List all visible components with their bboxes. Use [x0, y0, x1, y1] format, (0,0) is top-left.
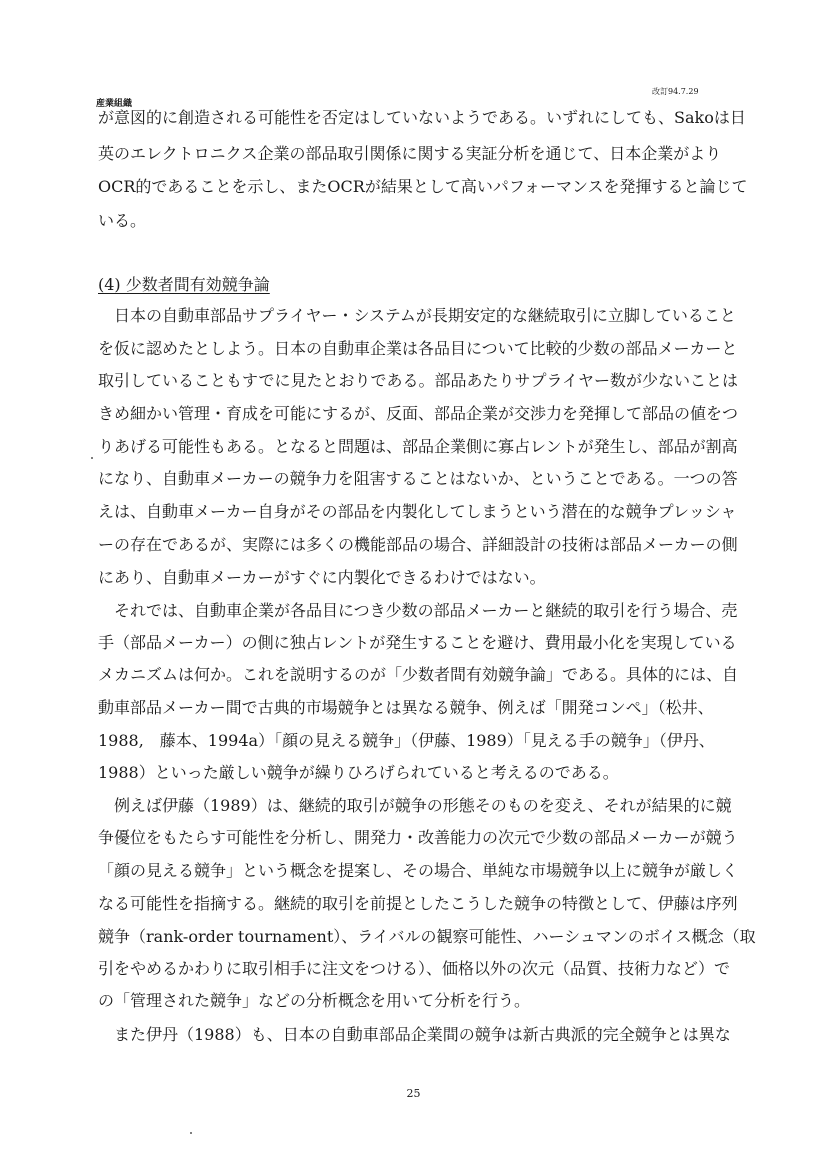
body-line: りあげる可能性もある。となると問題は、部品企業側に寡占レントが発生し、部品が割高 — [98, 437, 738, 456]
body-line: の「管理された競争」などの分析概念を用いて分析を行う。 — [98, 991, 531, 1010]
intro-line: 英のエレクトロニクス企業の部品取引関係に関する実証分析を通じて、日本企業がより — [98, 144, 722, 163]
body-line: なる可能性を指摘する。継続的取引を前提としたこうした競争の特徴として、伊藤は序列 — [98, 894, 738, 913]
body-line: 1988）といった厳しい競争が繰りひろげられていると考えるのである。 — [98, 763, 619, 782]
body-line: それでは、自動車企業が各品目につき少数の部品メーカーと継続的取引を行う場合、売 — [98, 601, 738, 620]
page-number: 25 — [406, 1087, 421, 1100]
section-label: 産業組織 — [96, 99, 133, 109]
body-line: ーの存在であるが、実際には多くの機能部品の場合、詳細設計の技術は部品メーカーの側 — [98, 535, 738, 554]
body-line: 「顔の見える競争」という概念を提案し、その場合、単純な市場競争以上に競争が厳しく — [98, 861, 739, 880]
body-line: になり、自動車メーカーの競争力を阻害することはないか、ということである。一つの答 — [98, 469, 738, 488]
body-line: 手（部品メーカー）の側に独占レントが発生することを避け、費用最小化を実現している — [98, 633, 737, 652]
revision-date: 改訂94.7.29 — [652, 87, 699, 96]
body-line: を仮に認めたとしよう。日本の自動車企業は各品目について比較的少数の部品メーカーと — [98, 339, 738, 358]
intro-line: いる。 — [98, 211, 147, 230]
scan-speck — [91, 457, 93, 459]
body-line: 引をやめるかわりに取引相手に注文をつける）、価格以外の次元（品質、技術力など）で — [98, 959, 731, 978]
body-line: メカニズムは何か。これを説明するのが「少数者間有効競争論」である。具体的には、自 — [98, 665, 739, 684]
body-line: 争優位をもたらす可能性を分析し、開発力・改善能力の次元で少数の部品メーカーが競う — [98, 828, 738, 847]
body-line: 取引していることもすでに見たとおりである。部品あたりサプライヤー数が少ないことは — [98, 371, 739, 390]
body-line: 1988, 藤本、1994a）「顔の見える競争」（伊藤、1989）「見える手の競争」（伊丹、 — [98, 731, 715, 750]
intro-line: OCR的であることを示し、またOCRが結果として高いパフォーマンスを発揮すると論じて — [98, 177, 748, 196]
section-heading: (4) 少数者間有効競争論 — [98, 275, 270, 294]
body-line: きめ細かい管理・育成を可能にするが、反面、部品企業が交渉力を発揮して部品の値をつ — [98, 404, 739, 423]
body-line: 動車部品メーカー間で古典的市場競争とは異なる競争、例えば「開発コンペ」（松井、 — [98, 698, 714, 717]
body-line: 例えば伊藤（1989）は、継続的取引が競争の形態そのものを変え、それが結果的に競 — [98, 796, 732, 815]
body-line: また伊丹（1988）も、日本の自動車部品企業間の競争は新古典派的完全競争とは異な — [98, 1025, 731, 1044]
body-line: えは、自動車メーカー自身がその部品を内製化してしまうという潜在的な競争プレッシャ — [98, 502, 737, 521]
intro-line: が意図的に創造される可能性を否定はしていないようである。いずれにしても、Sakoは日 — [98, 108, 746, 127]
scan-speck — [190, 1132, 192, 1134]
body-line: 競争（rank-order tournament）、ライバルの観察可能性、ハーシュマンのボイス概念（取 — [98, 927, 756, 946]
body-line: にあり、自動車メーカーがすぐに内製化できるわけではない。 — [98, 568, 546, 587]
body-line: 日本の自動車部品サプライヤー・システムが長期安定的な継続取引に立脚していること — [98, 306, 736, 325]
